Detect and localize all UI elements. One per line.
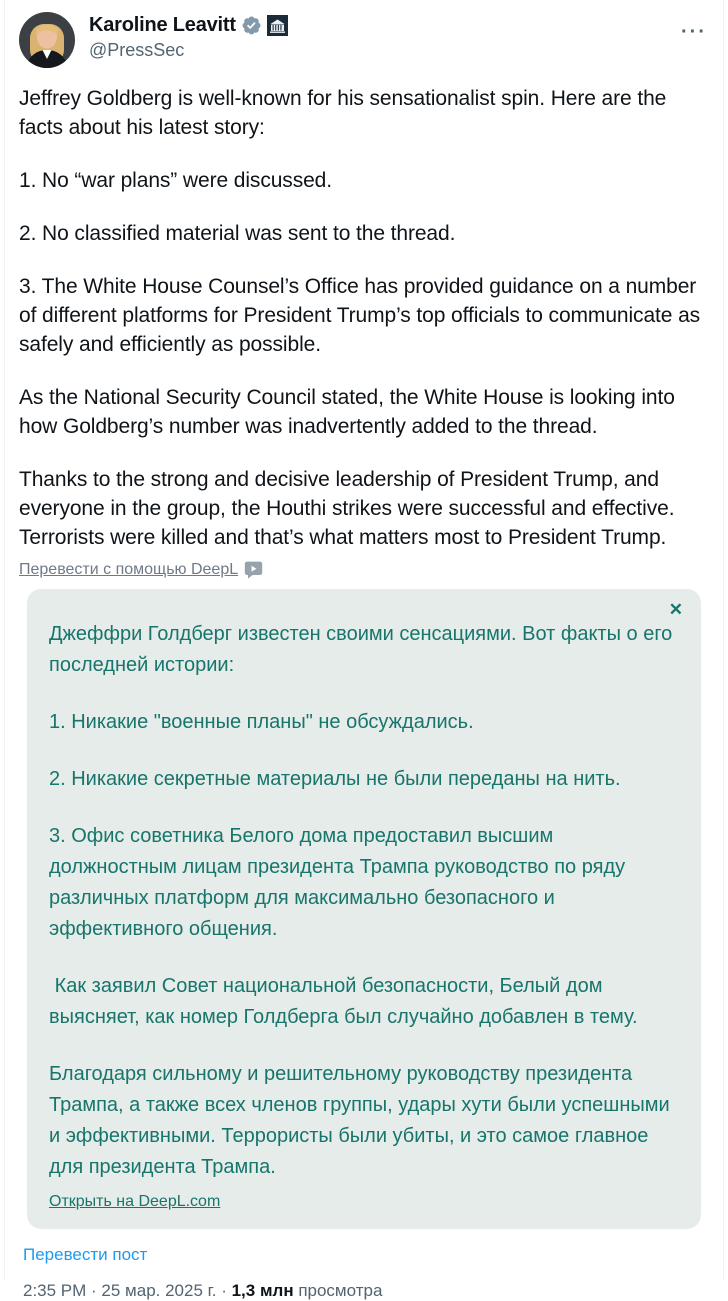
views-count: 1,3 млн bbox=[231, 1281, 294, 1300]
open-on-deepl-link[interactable]: Открыть на DeepL.com bbox=[49, 1193, 221, 1210]
identity-block bbox=[89, 12, 679, 61]
tweet-paragraph: As the National Security Council stated, the White House is looking into how Goldberg’s number was inadvertently added to the thread. bbox=[19, 386, 675, 438]
tweet-article bbox=[19, 12, 709, 1301]
deepl-translate-row bbox=[19, 560, 709, 579]
translation-paragraph: 2. Никакие секретные материалы не были переданы на нить. bbox=[49, 768, 621, 790]
display-name[interactable]: Karoline Leavitt bbox=[89, 14, 236, 36]
tweet-paragraph: Jeffrey Goldberg is well-known for his sensationalist spin. Here are the facts about his latest story: bbox=[19, 87, 667, 139]
deepl-translation-box bbox=[27, 589, 701, 1229]
translation-paragraph: Благодаря сильному и решительному руководству президента Трампа, а также всех членов группы, удары хути были успешными и эффективными. Террористы были убиты, и это самое главное для президента Трампа. bbox=[49, 1063, 676, 1178]
user-handle[interactable]: @PressSec bbox=[89, 40, 185, 60]
tweet-paragraph: Thanks to the strong and decisive leadership of President Trump, and everyone in the group, the Houthi strikes were successful and effective. Terrorists were killed and that’s what matters most to President Trump. bbox=[19, 468, 675, 549]
tweet-paragraph: 2. No classified material was sent to the thread. bbox=[19, 222, 456, 245]
tweet-text bbox=[19, 84, 709, 552]
tweet-header bbox=[19, 12, 709, 68]
translation-paragraph: Джеффри Голдберг известен своими сенсациями. Вот факты о его последней истории: bbox=[49, 623, 678, 676]
deepl-logo-icon bbox=[244, 560, 263, 579]
translate-with-deepl-link[interactable]: Перевести с помощью DeepL bbox=[19, 560, 239, 578]
white-house-affiliate-badge-icon[interactable] bbox=[267, 15, 288, 36]
tweet-paragraph: 1. No “war plans” were discussed. bbox=[19, 169, 332, 192]
timestamp: 2:35 PM · 25 мар. 2025 г. · bbox=[23, 1281, 232, 1300]
close-translation-button[interactable]: ✕ bbox=[665, 597, 687, 622]
verified-badge-icon bbox=[241, 15, 262, 36]
views-label: просмотра bbox=[293, 1281, 383, 1300]
tweet-meta-row bbox=[23, 1281, 709, 1301]
name-row bbox=[89, 14, 679, 37]
tweet-detail-page bbox=[4, 0, 724, 1300]
translation-paragraph: 1. Никакие "военные планы" не обсуждались. bbox=[49, 711, 474, 733]
tweet-paragraph: 3. The White House Counsel’s Office has provided guidance on a number of different platforms for President Trump’s top officials to communicate as safely and efficiently as possible. bbox=[19, 275, 701, 356]
avatar[interactable] bbox=[19, 12, 75, 68]
avatar-image bbox=[19, 12, 75, 68]
more-options-button[interactable]: ··· bbox=[679, 16, 709, 48]
translation-paragraph: 3. Офис советника Белого дома предоставил высшим должностным лицам президента Трампа руководство по ряду различных платформ для максимально безопасного и эффективного общения. bbox=[49, 825, 631, 940]
translation-paragraph: Как заявил Совет национальной безопасности, Белый дом выясняет, как номер Голдберга был случайно добавлен в тему. bbox=[49, 975, 638, 1028]
translate-post-link[interactable]: Перевести пост bbox=[23, 1245, 148, 1264]
